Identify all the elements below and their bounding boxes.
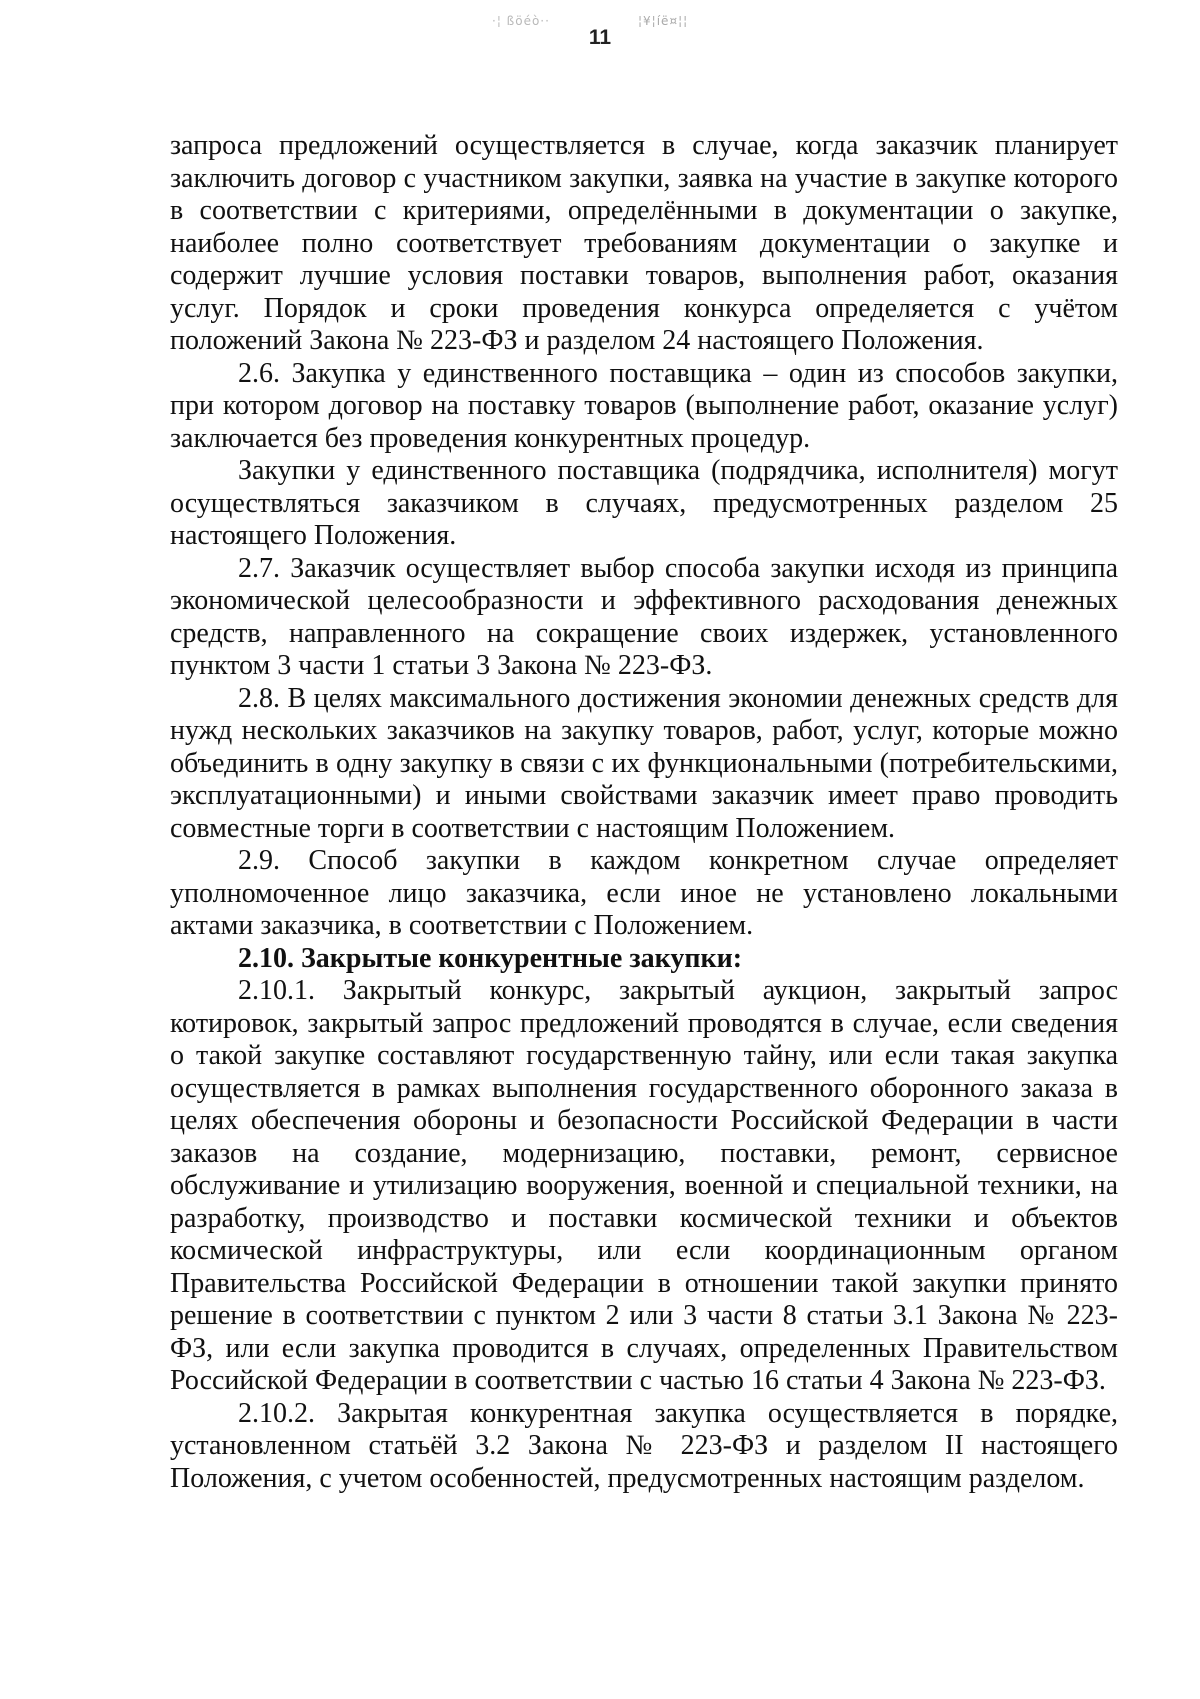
paragraph-2-10-2: 2.10.2. Закрытая конкурентная закупка осуществляется в порядке, установленном статьёй 3.2 Закона № 223-ФЗ и разделом II настоящего Положения, с учетом особенностей, предусмотренных настоящим разделом. bbox=[170, 1397, 1118, 1494]
scan-artifact-left: ·¦ ßöéò·· bbox=[492, 14, 550, 28]
paragraph-2-6-sole-supplier: Закупки у единственного поставщика (подрядчика, исполнителя) могут осуществляться заказчиком в случаях, предусмотренных разделом 25 настоящего Положения. bbox=[170, 455, 1118, 551]
page-number: 11 bbox=[588, 26, 612, 49]
paragraph-2-10-1: 2.10.1. Закрытый конкурс, закрытый аукцион, закрытый запрос котировок, закрытый запрос предложений проводятся в случае, если сведения о такой закупке составляют государственную тайну, или если такая закупка осуществляется в рамках выполнения государственного оборонного заказа в целях обеспечения обороны и безопасности Российской Федерации в части заказов на создание, модернизацию, поставки, ремонт, сервисное обслуживание и утилизацию вооружения, военной и специальной техники, на разработку, производство и поставки космической техники и объектов космической инфраструктуры, или если координационным органом Правительства Российской Федерации в отношении такой закупки принято решение в соответствии с пунктом 2 или 3 части 8 статьи 3.1 Закона № 223-ФЗ, или если закупка проводится в случаях, определенных Правительством Российской Федерации в соответствии с частью 16 статьи 4 Закона № 223-ФЗ. bbox=[170, 975, 1118, 1396]
paragraph-continuation-2-5: запроса предложений осуществляется в случае, когда заказчик планирует заключить договор с участником закупки, заявка на участие в закупке которого в соответствии с критериями, определёнными в документации о закупке, наиболее полно соответствует требованиям документации о закупке и содержит лучшие условия поставки товаров, выполнения работ, оказания услуг. Порядок и сроки проведения конкурса определяется с учётом положений Закона № 223-ФЗ и разделом 24 настоящего Положения. bbox=[170, 130, 1118, 356]
paragraph-2-8: 2.8. В целях максимального достижения экономии денежных средств для нужд нескольких заказчиков на закупку товаров, работ, услуг, которые можно объединить в одну закупку в связи с их функциональными (потребительскими, эксплуатационными) и иными свойствами заказчик имеет право проводить совместные торги в соответствии с настоящим Положением. bbox=[170, 682, 1118, 844]
section-heading-2-10: 2.10. Закрытые конкурентные закупки: bbox=[238, 942, 743, 974]
document-body bbox=[170, 130, 1118, 1495]
paragraph-2-9: 2.9. Способ закупки в каждом конкретном случае определяет уполномоченное лицо заказчика, если иное не установлено локальными актами заказчика, в соответствии с Положением. bbox=[170, 845, 1118, 941]
scan-artifact-right: ¦¥¦íë¤¦¦ bbox=[638, 14, 689, 28]
paragraph-2-7: 2.7. Заказчик осуществляет выбор способа закупки исходя из принципа экономической целесообразности и эффективного расходования денежных средств, направленного на сокращение своих издержек, установленного пунктом 3 части 1 статьи 3 Закона № 223-ФЗ. bbox=[170, 552, 1118, 681]
paragraph-2-6: 2.6. Закупка у единственного поставщика – один из способов закупки, при котором договор на поставку товаров (выполнение работ, оказание услуг) заключается без проведения конкурентных процедур. bbox=[170, 357, 1118, 454]
